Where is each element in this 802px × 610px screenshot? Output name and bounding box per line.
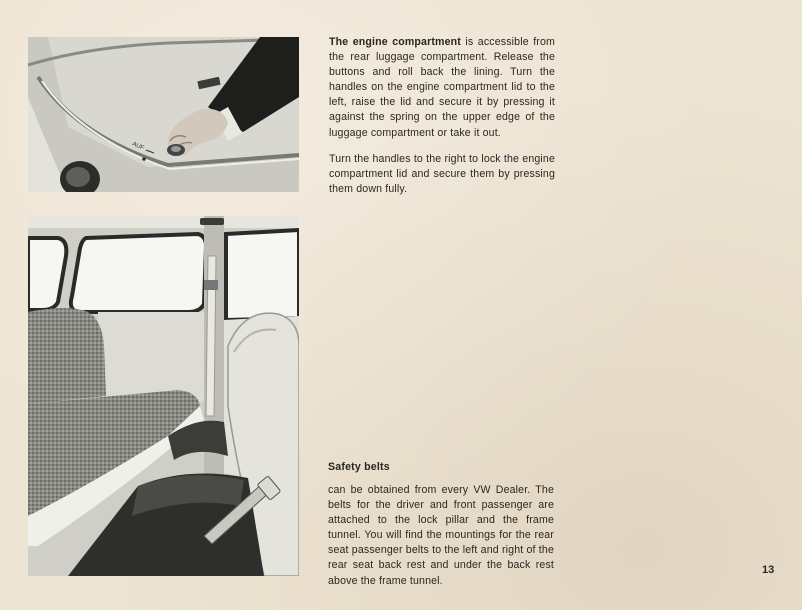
safety-belts-paragraph: can be obtained from every VW Dealer. The belts for the driver and front passenger are attached to the lock pillar and the frame tunnel. You will find the mountings for the rear seat passenger belts to the left and right of the rear seat back rest and under the back rest above the frame tunnel. — [328, 484, 554, 587]
engine-compartment-photo — [28, 37, 299, 192]
engine-compartment-body: is accessible from the rear luggage compartment. Release the buttons and roll back the lining. Turn the handles on the engine compartment lid to the left, raise the lid and secure it by pressing it against the spring on the upper edge of the luggage compartment or take it out. — [329, 36, 555, 139]
handle-marking-text: AUF — [131, 141, 145, 152]
engine-compartment-paragraph — [329, 35, 555, 141]
rear-seat-belts-photo — [28, 216, 299, 576]
page-number: 13 — [762, 564, 775, 576]
engine-compartment-lead: The engine compartment — [329, 36, 461, 48]
engine-compartment-illustration — [28, 37, 299, 192]
safety-belts-heading: Safety belts — [328, 461, 390, 473]
rear-seat-illustration — [28, 216, 299, 576]
lock-handles-paragraph: Turn the handles to the right to lock the engine compartment lid and secure them by pressing them down fully. — [329, 153, 555, 196]
